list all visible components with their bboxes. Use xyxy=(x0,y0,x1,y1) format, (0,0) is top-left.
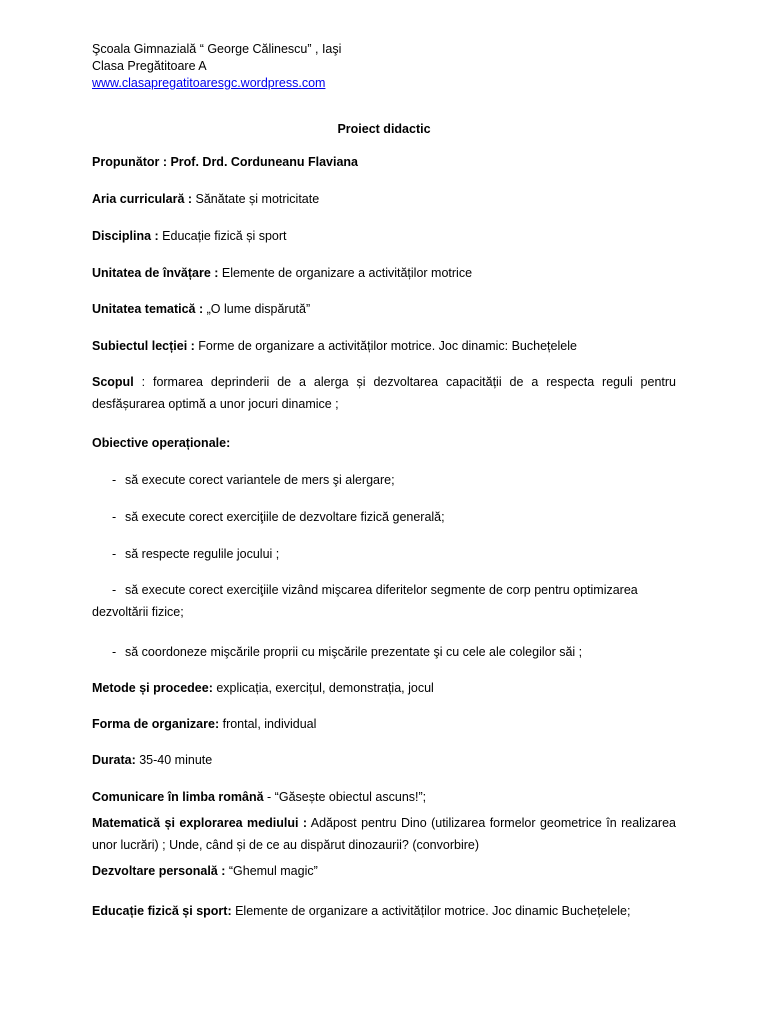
field-value: Elemente de organizare a activităților motrice. Joc dinamic Buchețelele; xyxy=(235,904,631,918)
field-value: Educație fizică și sport xyxy=(162,229,287,243)
field-label: Metode și procedee: xyxy=(92,681,217,695)
bullet-dash: - xyxy=(112,473,117,487)
field-label: Propunător : xyxy=(92,155,171,169)
field-value: Prof. Drd. Corduneanu Flaviana xyxy=(170,155,358,169)
school-name: Şcoala Gimnazială “ George Călinescu” , Iaşi xyxy=(92,42,342,56)
objective-text: să execute corect exerciţiile vizând mişcarea diferitelor segmente de corp pentru optimizarea dezvoltării fizice; xyxy=(92,583,638,619)
document-title: Proiect didactic xyxy=(337,122,431,136)
bullet-dash: - xyxy=(112,583,117,597)
website-link[interactable]: www.clasapregatitoaresgc.wordpress.com xyxy=(92,76,326,90)
bullet-dash: - xyxy=(112,547,117,561)
field-scopul xyxy=(92,371,676,415)
field-value: : formarea deprinderii de a alerga și dezvoltarea capacității de a respecta reguli pentru desfășurarea optimă a unor jocuri dinamice ; xyxy=(92,375,676,411)
objective-text: să execute corect variantele de mers şi alergare; xyxy=(125,473,395,487)
field-value: Elemente de organizare a activităților motrice xyxy=(221,266,473,280)
objective-item xyxy=(92,579,676,623)
field-label: Unitatea tematică : xyxy=(92,302,207,316)
field-label: Disciplina : xyxy=(92,229,163,243)
field-forma-organizare xyxy=(92,715,676,733)
field-unitatea-invatare xyxy=(92,264,676,282)
field-comunicare xyxy=(92,788,676,806)
field-disciplina xyxy=(92,227,676,245)
field-value: - “Găsește obiectul ascuns!”; xyxy=(263,790,427,804)
objective-text: să coordoneze mişcările proprii cu mişcările prezentate şi cu cele ale colegilor săi ; xyxy=(125,645,583,659)
field-label: Durata: xyxy=(92,753,140,767)
field-subiectul-lectiei xyxy=(92,337,676,355)
field-educatie-fizica xyxy=(92,902,676,920)
field-value: frontal, individual xyxy=(222,717,317,731)
field-metode xyxy=(92,679,676,697)
field-value: Forme de organizare a activităților motrice. Joc dinamic: Buchețelele xyxy=(198,339,577,353)
objective-item xyxy=(112,543,676,565)
field-value: Sănătate și motricitate xyxy=(195,192,320,206)
field-propunator xyxy=(92,153,676,171)
bullet-dash: - xyxy=(112,645,117,659)
field-label: Unitatea de învățare : xyxy=(92,266,222,280)
field-value: 35-40 minute xyxy=(139,753,213,767)
field-aria-curriculara xyxy=(92,190,676,208)
field-label: Aria curriculară : xyxy=(92,192,196,206)
field-label: Comunicare în limba română xyxy=(92,790,264,804)
bullet-dash: - xyxy=(112,510,117,524)
field-dezvoltare-personala xyxy=(92,862,676,880)
objectives-heading: Obiective operaționale: xyxy=(92,436,231,450)
field-unitatea-tematica xyxy=(92,300,676,318)
field-label: Forma de organizare: xyxy=(92,717,223,731)
objective-item xyxy=(112,641,676,663)
field-matematica xyxy=(92,812,676,856)
field-label: Educație fizică și sport: xyxy=(92,904,236,918)
objective-text: să execute corect exerciţiile de dezvoltare fizică generală; xyxy=(125,510,445,524)
field-durata xyxy=(92,751,676,769)
field-label: Subiectul lecției : xyxy=(92,339,199,353)
field-label: Scopul xyxy=(92,375,134,389)
field-label: Matematică și explorarea mediului : xyxy=(92,816,308,830)
objective-item xyxy=(112,469,676,491)
field-value: explicația, exercițul, demonstrația, jocul xyxy=(216,681,434,695)
field-value: „O lume dispărută” xyxy=(206,302,311,316)
document-header xyxy=(92,41,341,92)
class-name: Clasa Pregătitoare A xyxy=(92,59,207,73)
field-label: Dezvoltare personală : xyxy=(92,864,229,878)
objective-text: să respecte regulile jocului ; xyxy=(125,547,280,561)
objective-item xyxy=(112,506,676,528)
field-value: Adăpost pentru Dino (utilizarea formelor geometrice în realizarea unor lucrări) ; Unde, când și de ce au dispărut dinozaurii? (convorbire) xyxy=(92,816,676,852)
field-value: “Ghemul magic” xyxy=(228,864,318,878)
